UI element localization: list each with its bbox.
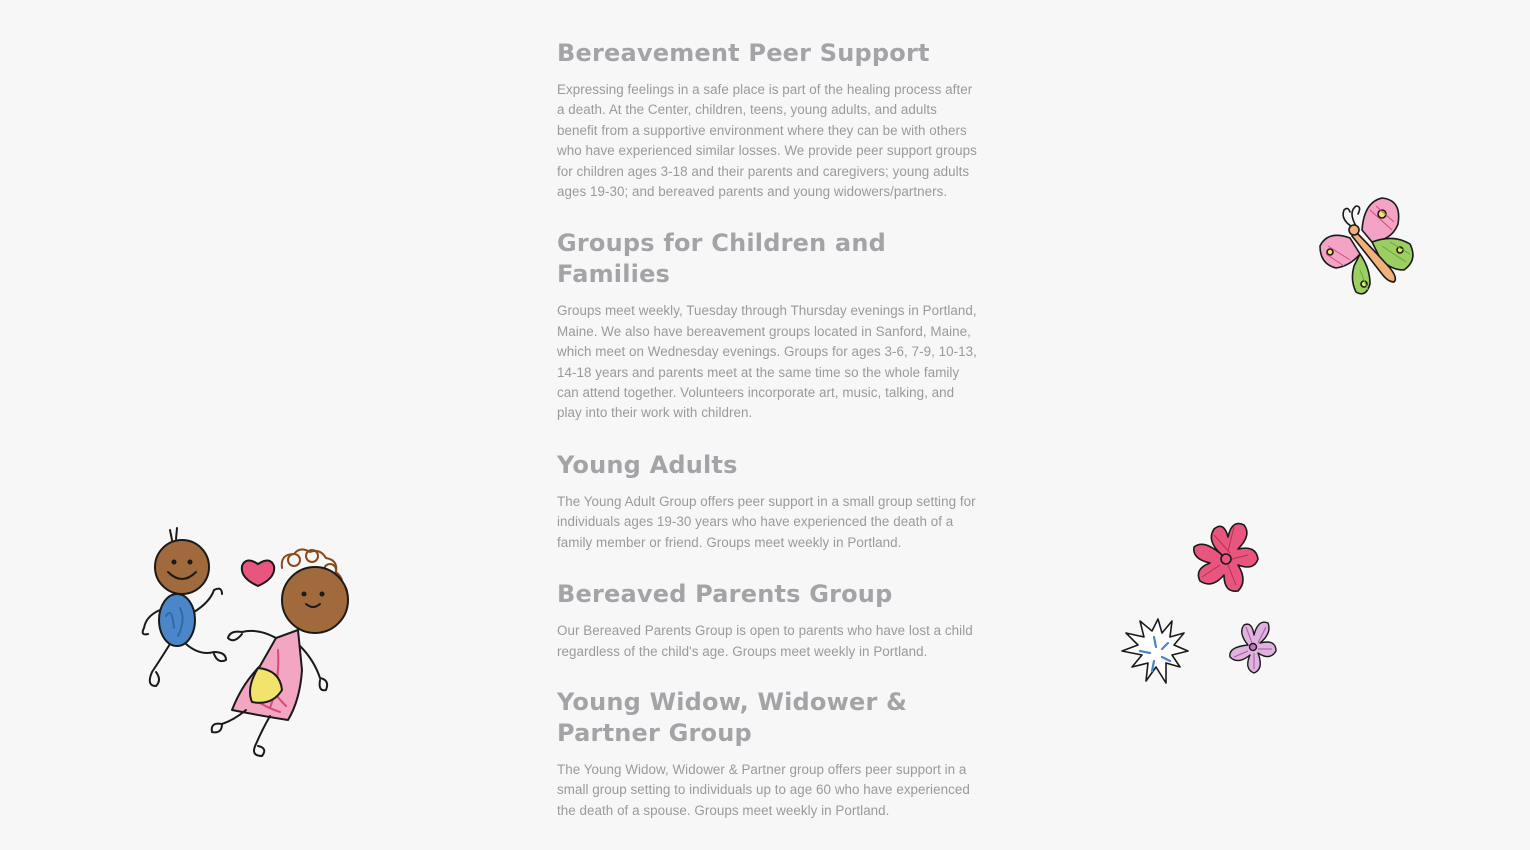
section-title: Bereavement Peer Support — [557, 39, 930, 67]
section-body: The Young Widow, Widower & Partner group offers peer support in a small group setting to individuals up to age 60 who have experienced the death of a spouse. Groups meet weekly in Portland. — [557, 761, 970, 818]
section-title: Young Adults — [557, 450, 738, 479]
section-bereaved-parents-group — [557, 579, 977, 662]
section-title: Bereaved Parents Group — [557, 580, 893, 609]
flowers-drawing-icon — [1110, 515, 1285, 695]
section-body: The Young Adult Group offers peer support in a small group setting for individuals ages 19-30 years who have experienced the death of a family member or friend. Groups meet weekly in Portland. — [557, 493, 976, 550]
section-title: Young Widow, Widower & Partner Group — [557, 687, 908, 747]
main-content — [557, 38, 977, 821]
section-body: Groups meet weekly, Tuesday through Thursday evenings in Portland, Maine. We also have bereavement groups located in Sanford, Maine, which meet on Wednesday evenings. Groups for ages 3-6, 7-9, 10-13, 14-18 years and parents meet at the same time so the whole family can attend together. Volunteers incorporate art, music, talking, and play into their work with children. — [557, 303, 977, 421]
section-groups-children-families — [557, 228, 977, 423]
section-body: Our Bereaved Parents Group is open to parents who have lost a child regardless of the child's age. Groups meet weekly in Portland. — [557, 623, 973, 659]
butterfly-drawing-icon — [1310, 190, 1425, 305]
section-body: Expressing feelings in a safe place is part of the healing process after a death. At the Center, children, teens, young adults, and adults benefit from a supportive environment where they can be with others who have experienced similar losses. We provide peer support groups for children ages 3-18 and their parents and caregivers; young adults ages 19-30; and bereaved parents and young widowers/partners. — [557, 82, 977, 200]
section-title: Groups for Children and Families — [557, 229, 886, 289]
section-bereavement-peer-support — [557, 38, 977, 202]
section-young-adults — [557, 450, 977, 553]
children-drawing-icon — [130, 520, 380, 765]
section-young-widow-group — [557, 687, 977, 821]
